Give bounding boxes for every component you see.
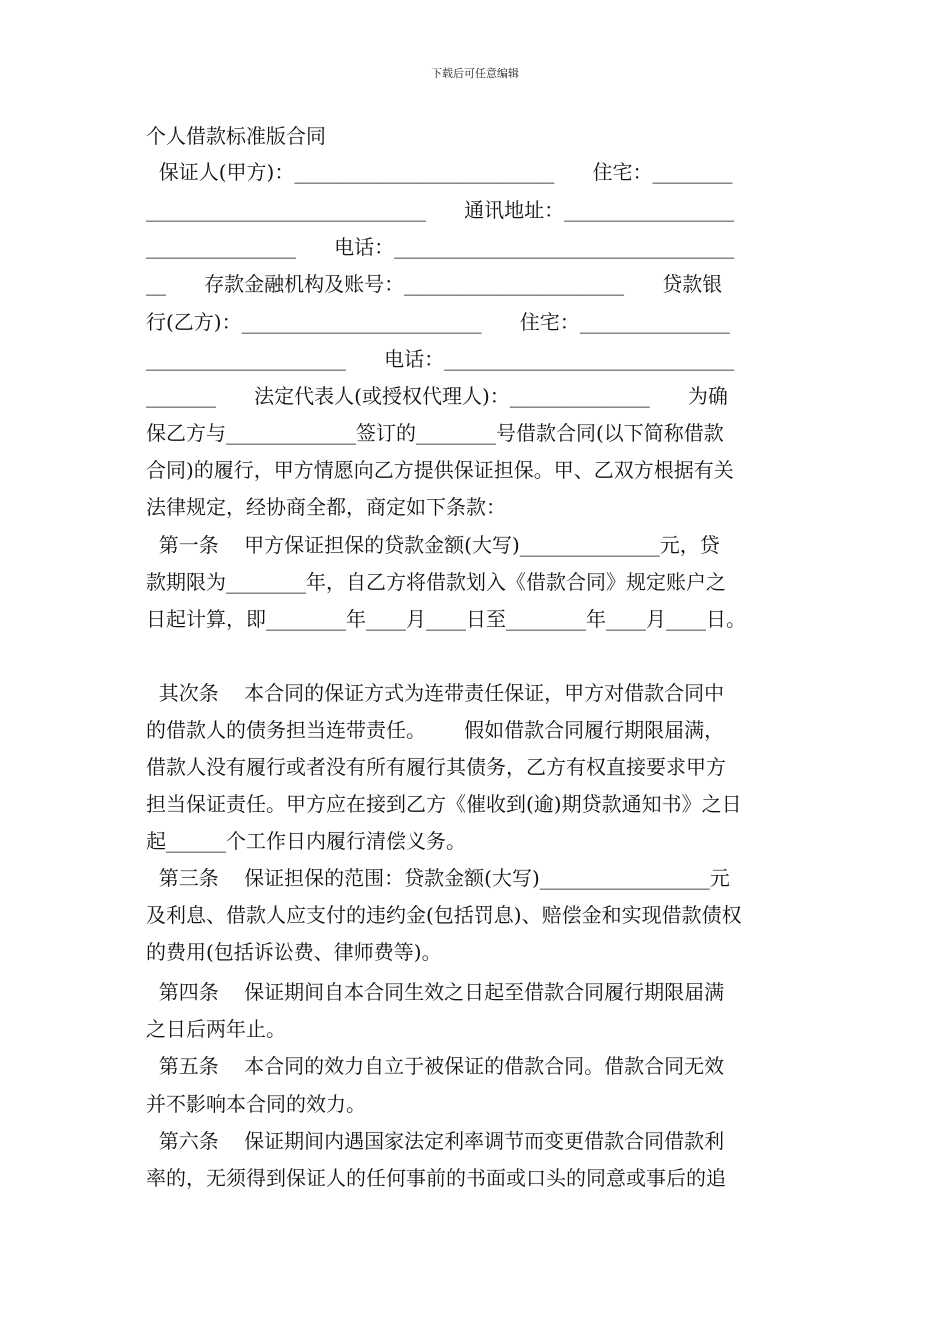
document-title: 个人借款标准版合同 <box>146 124 326 148</box>
text-line: _______ 法定代表人(或授权代理人)：______________ 为确 <box>146 384 728 408</box>
page-header: 下载后可任意编辑 <box>431 67 519 80</box>
text-line: 款期限为________年，自乙方将借款划入《借款合同》规定账户之 <box>146 570 726 594</box>
text-line: 率的，无须得到保证人的任何事前的书面或口头的同意或事后的追 <box>146 1166 726 1190</box>
text-line: 日起计算，即________年____月____日至________年____月____日。 <box>146 607 746 631</box>
text-line: 的借款人的债务担当连带责任。 假如借款合同履行期限届满， <box>146 718 725 742</box>
text-line: 合同)的履行，甲方情愿向乙方提供保证担保。甲、乙双方根据有关 <box>146 458 734 482</box>
text-line: __ 存款金融机构及账号：______________________ 贷款银 <box>146 272 723 296</box>
article-2-line: 其次条 本合同的保证方式为连带责任保证，甲方对借款合同中 <box>146 681 725 705</box>
article-6-line: 第六条 保证期间内遇国家法定利率调节而变更借款合同借款利 <box>146 1129 725 1153</box>
text-line: 法律规定，经协商全都，商定如下条款： <box>146 495 506 519</box>
text-line: ____________________ 电话：_____________________________ <box>146 347 735 371</box>
text-line: ____________________________ 通讯地址：_________________ <box>146 198 735 222</box>
text-line: _______________ 电话：__________________________________ <box>146 235 735 259</box>
article-3-line: 第三条 保证担保的范围：贷款金额(大写)_________________元 <box>146 866 730 890</box>
text-line: 借款人没有履行或者没有所有履行其债务，乙方有权直接要求甲方 <box>146 755 726 779</box>
article-4-line: 第四条 保证期间自本合同生效之日起至借款合同履行期限届满 <box>146 980 725 1004</box>
text-line: 的费用(包括诉讼费、律师费等)。 <box>146 940 442 964</box>
text-line: 之日后两年止。 <box>146 1017 286 1041</box>
article-5-line: 第五条 本合同的效力自立于被保证的借款合同。借款合同无效 <box>146 1054 725 1078</box>
text-line: 保证人(甲方)：__________________________ 住宅：________ <box>146 160 733 184</box>
text-line: 保乙方与_____________签订的________号借款合同(以下简称借款 <box>146 421 724 445</box>
text-line: 行(乙方)：________________________ 住宅：_______________ <box>146 310 730 334</box>
text-line: 并不影响本合同的效力。 <box>146 1092 366 1116</box>
article-1-line: 第一条 甲方保证担保的贷款金额(大写)______________元，贷 <box>146 533 720 557</box>
text-line: 及利息、借款人应支付的违约金(包括罚息)、赔偿金和实现借款债权 <box>146 903 742 927</box>
text-line: 担当保证责任。甲方应在接到乙方《催收到(逾)期贷款通知书》之日 <box>146 792 742 816</box>
text-line: 起______个工作日内履行清偿义务。 <box>146 829 466 853</box>
